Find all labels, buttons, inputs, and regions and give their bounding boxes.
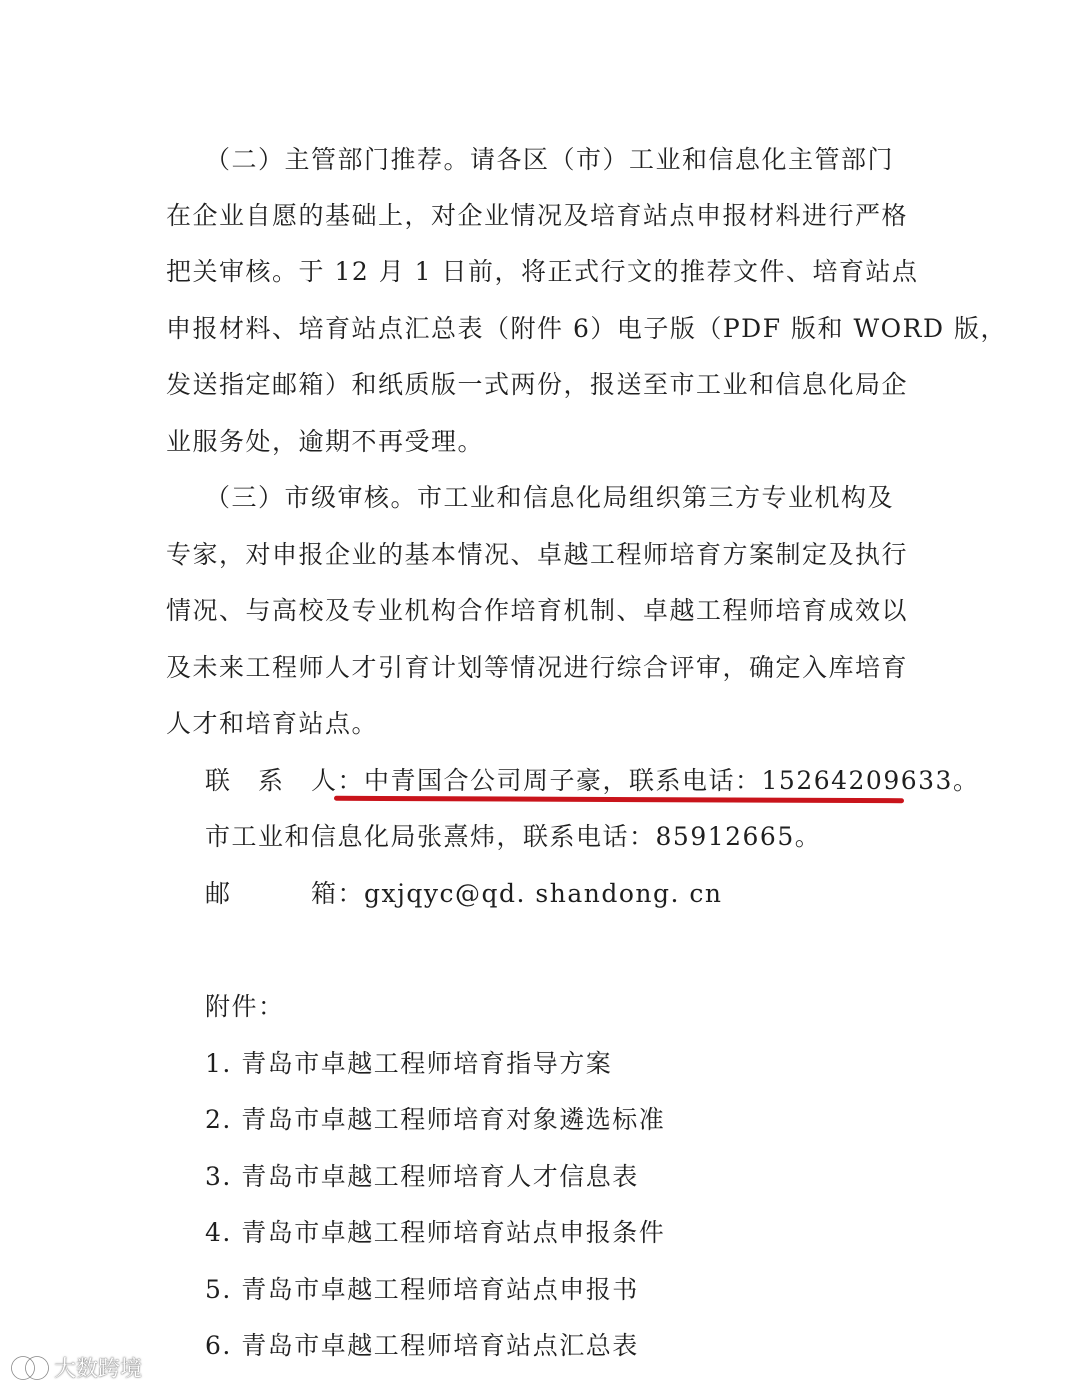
paragraph-line: 申报材料、培育站点汇总表（附件 6）电子版（PDF 版和 WORD 版， [166, 314, 1007, 343]
paragraph-line: 在企业自愿的基础上，对企业情况及培育站点申报材料进行严格 [166, 201, 909, 230]
paragraph-line: 业服务处，逾期不再受理。 [166, 427, 485, 456]
attachment-item: 4. 青岛市卓越工程师培育站点申报条件 [205, 1218, 666, 1247]
paragraph-line: 发送指定邮箱）和纸质版一式两份，报送至市工业和信息化局企 [166, 370, 909, 399]
attachment-item: 3. 青岛市卓越工程师培育人才信息表 [205, 1162, 639, 1191]
paragraph-line: 情况、与高校及专业机构合作培育机制、卓越工程师培育成效以 [166, 596, 909, 625]
watermark-logo-icon [10, 1355, 50, 1381]
paragraph-line: （二）主管部门推荐。请各区（市）工业和信息化主管部门 [205, 145, 895, 174]
attachments-heading: 附件： [205, 992, 285, 1021]
contact-email-line: 邮 箱：gxjqyc@qd. shandong. cn [205, 879, 723, 908]
attachment-item: 5. 青岛市卓越工程师培育站点申报书 [205, 1275, 639, 1304]
attachment-item: 2. 青岛市卓越工程师培育对象遴选标准 [205, 1105, 666, 1134]
attachment-item: 6. 青岛市卓越工程师培育站点汇总表 [205, 1331, 639, 1360]
watermark-text: 大数跨境 [54, 1357, 143, 1382]
contact-secondary-line: 市工业和信息化局张熹炜，联系电话：85912665。 [205, 822, 822, 851]
attachment-item: 1. 青岛市卓越工程师培育指导方案 [205, 1049, 613, 1078]
red-underline-mark [334, 796, 904, 803]
watermark [10, 1352, 142, 1383]
paragraph-line: 及未来工程师人才引育计划等情况进行综合评审，确定入库培育 [166, 653, 909, 682]
paragraph-line: （三）市级审核。市工业和信息化局组织第三方专业机构及 [205, 483, 895, 512]
paragraph-line: 人才和培育站点。 [166, 709, 379, 738]
paragraph-line: 把关审核。于 12 月 1 日前，将正式行文的推荐文件、培育站点 [166, 257, 919, 286]
paragraph-line: 专家，对申报企业的基本情况、卓越工程师培育方案制定及执行 [166, 540, 909, 569]
contact-person-line: 联 系 人：中青国合公司周子豪，联系电话：15264209633。 [205, 766, 980, 795]
